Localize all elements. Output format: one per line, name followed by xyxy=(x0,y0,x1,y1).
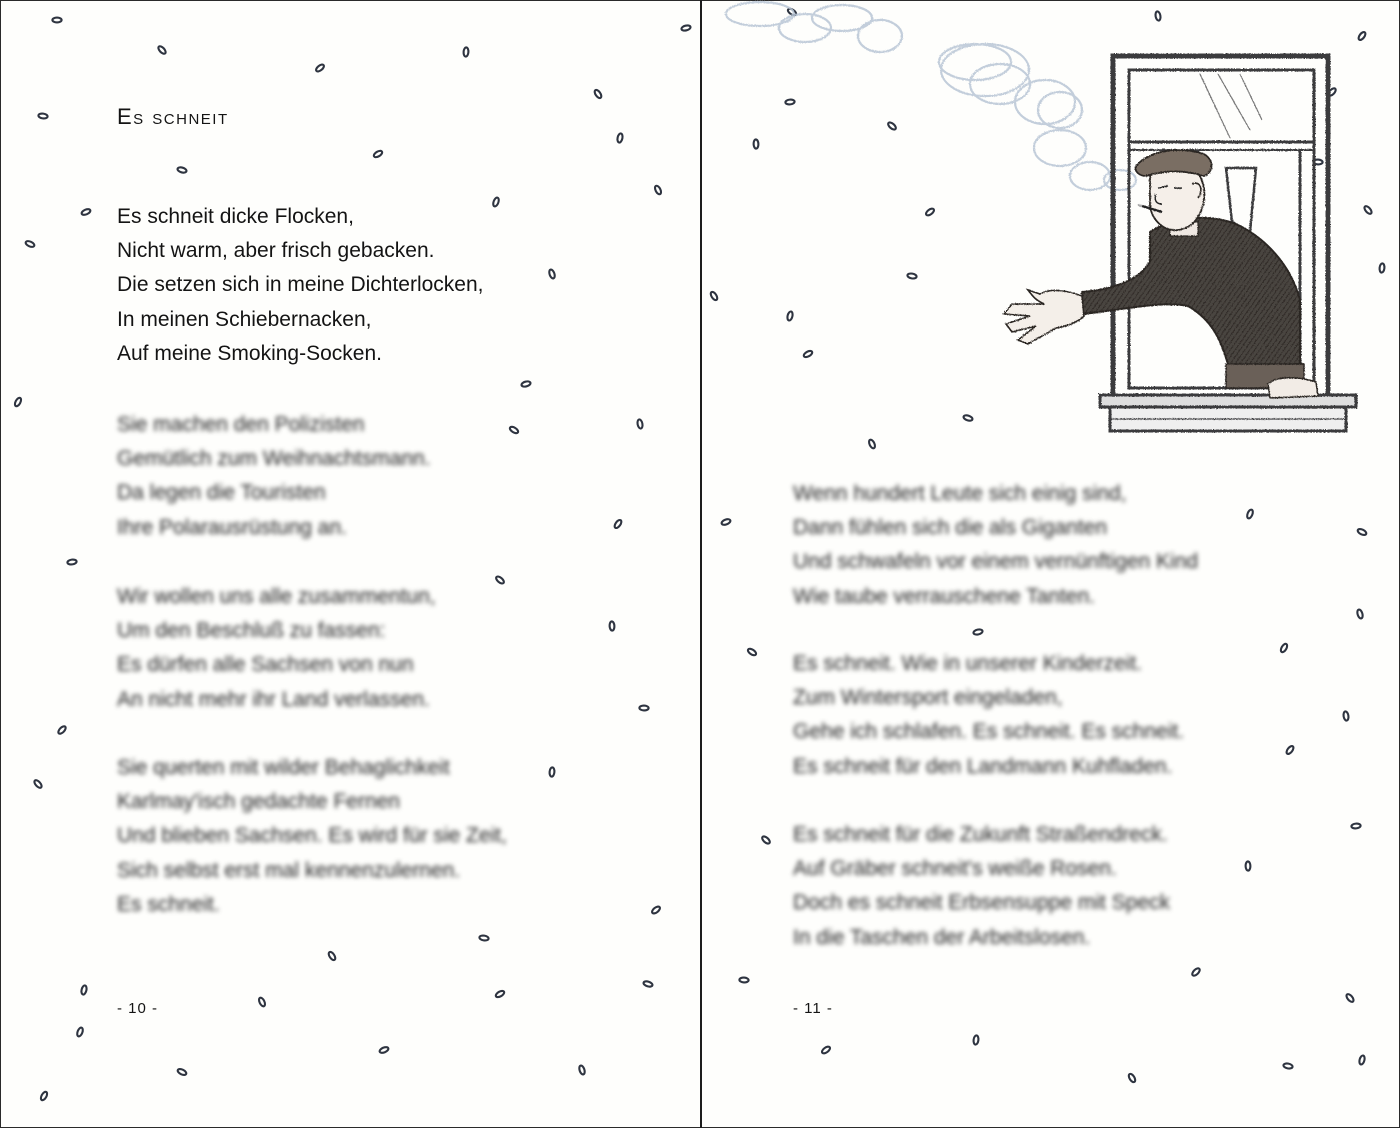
verse-line: Zum Wintersport eingeladen, xyxy=(793,686,1063,710)
verse-line: Nicht warm, aber frisch gebacken. xyxy=(117,239,435,263)
verse-line: Da legen die Touristen xyxy=(117,481,326,505)
verse-line: Sie machen den Polizisten xyxy=(117,413,365,436)
verse-line: Dann fühlen sich die als Giganten xyxy=(793,516,1108,540)
verse-line: Es schneit dicke Flocken, xyxy=(117,205,354,228)
verse-line: In die Taschen der Arbeitslosen. xyxy=(793,925,1091,949)
verse-line: Gehe ich schlafen. Es schneit. Es schneit. xyxy=(793,720,1185,744)
verse-line: Es schneit für den Landmann Kuhfladen. xyxy=(793,754,1173,778)
verse-line: Gemütlich zum Weihnachtsmann. xyxy=(117,447,431,471)
verse-line: Und blieben Sachsen. Es wird für sie Zeit, xyxy=(117,824,507,848)
stanza-4 xyxy=(117,751,507,922)
stanza-1 xyxy=(117,200,484,371)
verse-line: An nicht mehr ihr Land verlassen. xyxy=(117,687,430,711)
poem-title: Es schneit xyxy=(117,104,229,129)
verse-line: Wie taube verrauschene Tanten. xyxy=(793,584,1095,608)
smoke-rings-icon xyxy=(726,2,1136,190)
verse-line: Es schneit. Wie in unserer Kinderzeit. xyxy=(793,652,1142,675)
verse-line: Auf meine Smoking-Socken. xyxy=(117,341,382,365)
verse-line: Es schneit für die Zukunft Straßendreck. xyxy=(793,823,1168,846)
page-number: - 11 - xyxy=(793,1000,833,1017)
stanza-3 xyxy=(117,580,436,717)
verse-line: Doch es schneit Erbsensuppe mit Speck xyxy=(793,891,1171,915)
page-number: - 10 - xyxy=(117,1000,159,1017)
verse-line: Wenn hundert Leute sich einig sind, xyxy=(793,482,1127,505)
verse-line: Sich selbst erst mal kennenzulernen. xyxy=(117,858,461,882)
verse-line: Ihre Polarausrüstung an. xyxy=(117,515,347,539)
window-illustration-icon xyxy=(720,0,1380,445)
stanza-5 xyxy=(793,477,1198,614)
verse-line: Wir wollen uns alle zusammentun, xyxy=(117,585,436,608)
verse-line: Auf Gräber schneit's weiße Rosen. xyxy=(793,857,1117,881)
verse-line: In meinen Schiebernacken, xyxy=(117,307,372,331)
verse-line: Um den Beschluß zu fassen: xyxy=(117,619,386,643)
smoking-man-icon xyxy=(1004,150,1318,398)
stanza-2 xyxy=(117,408,431,545)
verse-line: Es dürfen alle Sachsen von nun xyxy=(117,653,414,677)
verse-line: Es schneit. xyxy=(117,892,220,916)
verse-line: Sie querten mit wilder Behaglichkeit xyxy=(117,756,450,779)
verse-line: Die setzen sich in meine Dichterlocken, xyxy=(117,273,484,297)
verse-line: Und schwafeln vor einem vernünftigen Kind xyxy=(793,550,1199,574)
stanza-7 xyxy=(793,818,1170,955)
stanza-6 xyxy=(793,647,1184,784)
verse-line: Karlmay'isch gedachte Fernen xyxy=(117,790,400,814)
